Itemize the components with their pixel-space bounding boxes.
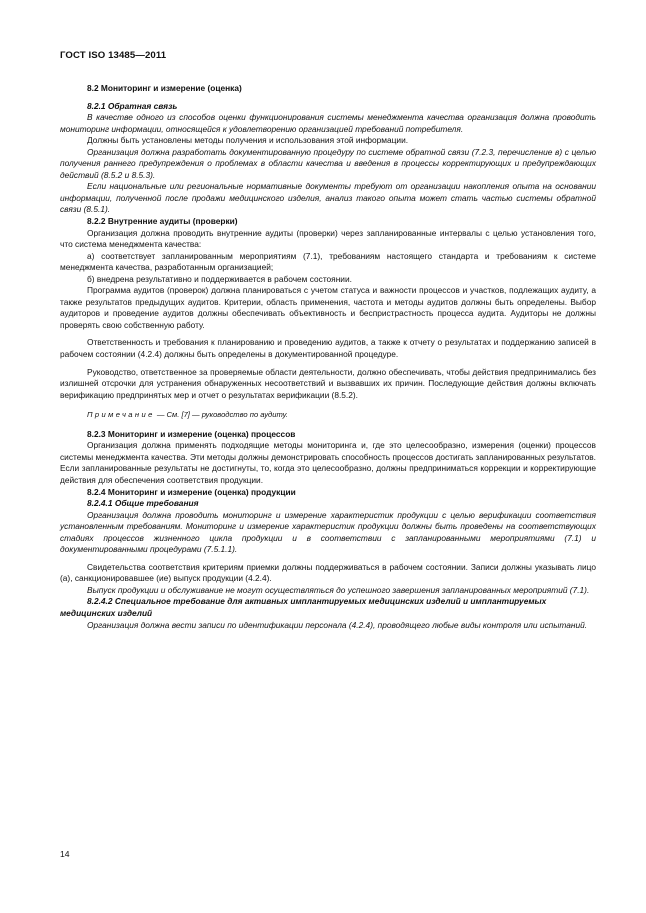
note xyxy=(60,409,596,421)
section-8-2-1-heading: 8.2.1 Обратная связь xyxy=(87,100,178,111)
paragraph: Организация должна применять подходящие методы мониторинга и, где это целесообразно, измерения (оценки) процессов системы менеджмента качества. Эти методы должны демонстрировать способность процессов достигать запланированных результатов. Если запланированные результаты не достигнуты, то, когда это целесообразно, должны предприниматься коррекции и корректирующие действия для обеспечения соответствия продукции. xyxy=(60,440,596,485)
list-item: а) соответствует запланированным мероприятиям (7.1), требованиям настоящего стандарта и требованиям к системе менеджмента качества, разработанным организацией; xyxy=(60,250,596,273)
paragraph: Ответственность и требования к планированию и проведению аудитов, а также к отчету о результатах и поддержанию записей в рабочем состоянии (4.2.4) должны быть определены в документированной процедуре. xyxy=(60,337,596,360)
paragraph: Организация должна вести записи по идентификации персонала (4.2.4), проводящего любые виды контроля или испытаний. xyxy=(87,619,588,630)
section-8-2-4-2-heading: 8.2.4.2 Специальное требование для активных имплантируемых медицинских изделий и имплантируемых медицинских изделий xyxy=(60,596,547,618)
paragraph: В качестве одного из способов оценки функционирования системы менеджмента качества организация должна проводить мониторинг информации, относящейся к удовлетворению организацией требований потребителя. xyxy=(60,112,596,134)
section-8-2-4-1-heading: 8.2.4.1 Общие требования xyxy=(87,498,199,509)
section-8-2-4-heading: 8.2.4 Мониторинг и измерение (оценка) продукции xyxy=(87,486,296,497)
note-label: Примечание xyxy=(87,410,155,420)
section-8-2-2-heading: 8.2.2 Внутренние аудиты (проверки) xyxy=(87,216,238,227)
document-header: ГОСТ ISO 13485—2011 xyxy=(60,50,167,61)
paragraph: Выпуск продукции и обслуживание не могут осуществляться до успешного завершения запланированных мероприятий (7.1). xyxy=(87,584,590,595)
note-text: — См. [7] — руководство по аудиту. xyxy=(154,410,289,420)
paragraph: Организация должна проводить мониторинг и измерение характеристик продукции с целью верификации соответствия установленным требованиям. Мониторинг и измерение характеристик продукции должны быть проведены на соответствующих стадиях процессов жизненного цикла продукции и в соответствии с запланированными мероприятиями (7.1) и документированными процедурами (7.5.1.1). xyxy=(60,509,596,555)
paragraph: Свидетельства соответствия критериям приемки должны поддерживаться в рабочем состоянии. Записи должны указывать лицо (а), санкционировавшее (ие) выпуск продукции (4.2.4). xyxy=(60,561,596,584)
list-item: б) внедрена результативно и поддерживается в рабочем состоянии. xyxy=(87,273,352,284)
section-8-2-heading: 8.2 Мониторинг и измерение (оценка) xyxy=(87,83,242,93)
section-8-2-3-heading: 8.2.3 Мониторинг и измерение (оценка) процессов xyxy=(87,428,296,439)
paragraph: Руководство, ответственное за проверяемые области деятельности, должно обеспечивать, чтобы действия предпринимались без излишней отсрочки для устранения обнаруженных несоответствий и вызвавших их причин. Последующие действия должны включать верификацию предпринятых мер и отчет о результатах верификации (8.5.2). xyxy=(60,366,596,400)
paragraph: Организация должна разработать документированную процедуру по системе обратной связи (7.2.3, перечисление в) с целью получения раннего предупреждения о проблемах в области качества и введения в процессы корректирующих и предупреждающих действий (8.5.2 и 8.5.3). xyxy=(60,146,596,180)
paragraph: Если национальные или региональные нормативные документы требуют от организации накопления опыта на основании информации, полученной после продажи медицинского изделия, анализ такого опыта может стать частью системы обратной связи (8.5.1). xyxy=(60,181,596,215)
page-number: 14 xyxy=(60,849,70,859)
paragraph: Должны быть установлены методы получения и использования этой информации. xyxy=(87,135,409,146)
paragraph: Организация должна проводить внутренние аудиты (проверки) через запланированные интервалы с целью установления того, что система менеджмента качества: xyxy=(60,227,596,250)
document-body xyxy=(60,83,596,631)
paragraph: Программа аудитов (проверок) должна планироваться с учетом статуса и важности процессов и участков, подлежащих аудиту, а также результатов предыдущих аудитов. Критерии, область применения, частота и методы аудитов должны быть определены. Выбор аудиторов и проведение аудитов должны обеспечивать объективность и беспристрастность процесса аудита. Аудиторы не должны проверять свою собственную работу. xyxy=(60,285,596,330)
